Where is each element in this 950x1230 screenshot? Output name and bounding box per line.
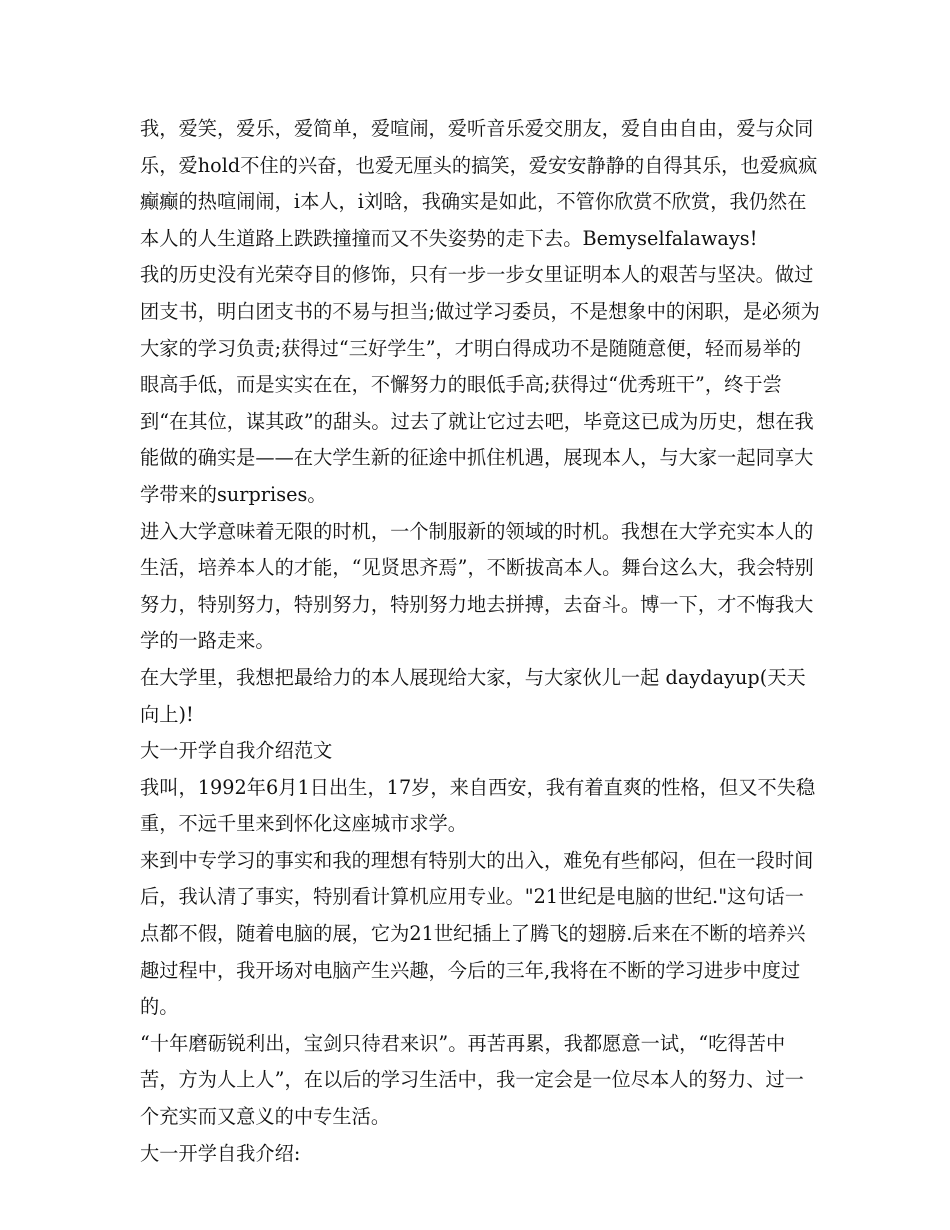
- paragraph-motto: “十年磨砺锐利出，宝剑只待君来识”。再苦再累，我都愿意一试，“吃得苦中苦，方为人上人”，在以后的学习生活中，我一定会是一位尽本人的努力、过一个充实而又意义的中专生活。: [140, 1031, 804, 1129]
- paragraph-personal-info: 我叫，1992年6月1日出生，17岁，来自西安，我有着直爽的性格，但又不失稳重，不远千里来到怀化这座城市求学。: [140, 775, 816, 836]
- paragraph-intro: 我，爱笑，爱乐，爱简单，爱喧闹，爱听音乐爱交朋友，爱自由自由，爱与众同乐，爱hold不住的兴奋，也爱无厘头的搞笑，爱安安静静的自得其乐，也爱疯疯癫癫的热喧闹闹，i本人，i刘晗，我确实是如此，不管你欣赏不欣赏，我仍然在本人的人生道路上跌跌撞撞而又不失姿势的走下去。Bemyselfalaways!: [140, 117, 818, 250]
- paragraph-dayday-up: 在大学里，我想把最给力的本人展现给大家，与大家伙儿一起 daydayup(天天向上)!: [140, 665, 806, 726]
- section-heading-next: 大一开学自我介绍:: [140, 1141, 301, 1165]
- paragraph-computer-study: 来到中专学习的事实和我的理想有特别大的出入，难免有些郁闷，但在一段时间后，我认清了事实，特别看计算机应用专业。"21世纪是电脑的世纪."这句话一点都不假，随着电脑的展，它为21世纪插上了腾飞的翅膀.后来在不断的培养兴趣过程中，我开场对电脑产生兴趣，今后的三年,我将在不断的学习进步中度过的。: [140, 848, 814, 1019]
- section-heading-sample: 大一开学自我介绍范文: [140, 739, 333, 763]
- paragraph-history: 我的历史没有光荣夺目的修饰，只有一步一步女里证明本人的艰苦与坚决。做过团支书，明白团支书的不易与担当;做过学习委员，不是想象中的闲职，是必须为大家的学习负责;获得过“三好学生”，才明白得成功不是随随意便，轻而易举的眼高手低，而是实实在在，不懈努力的眼低手高;获得过“优秀班干”，终于尝到“在其位，谋其政”的甜头。过去了就让它过去吧，毕竟这已成为历史，想在我能做的确实是——在大学生新的征途中抓住机遇，展现本人，与大家一起同享大学带来的surprises。: [140, 263, 820, 506]
- paragraph-university-plans: 进入大学意味着无限的时机，一个制服新的领域的时机。我想在大学充实本人的生活，培养本人的才能，“见贤思齐焉”，不断拔高本人。舞台这么大，我会特别努力，特别努力，特别努力，特别努力地去拼搏，去奋斗。博一下，才不悔我大学的一路走来。: [140, 519, 814, 653]
- document-body: [140, 111, 820, 1172]
